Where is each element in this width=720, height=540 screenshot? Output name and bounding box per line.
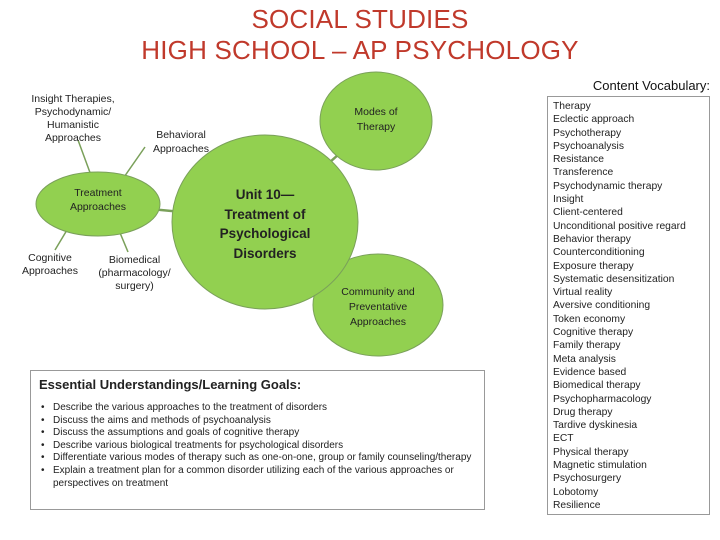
goal-item: • Describe the various approaches to the treatment of disorders bbox=[53, 402, 476, 415]
goal-item: • Differentiate various modes of therapy such as one-on-one, group or family counseling/therapy bbox=[53, 452, 476, 465]
vocabulary-term: Unconditional positive regard bbox=[553, 220, 686, 232]
vocabulary-term: Cognitive therapy bbox=[553, 327, 634, 339]
goal-item: • Explain a treatment plan for a common disorder utilizing each of the various approaches or perspectives on treatment bbox=[53, 465, 476, 490]
vocabulary-term: Token economy bbox=[553, 313, 626, 325]
vocabulary-term: Therapy bbox=[553, 101, 591, 112]
modes-of-therapy-label: Modes of Therapy bbox=[354, 106, 398, 133]
vocabulary-term: Client-centered bbox=[553, 207, 623, 219]
vocabulary-list bbox=[553, 100, 704, 512]
vocabulary-term: Aversive conditioning bbox=[553, 300, 651, 312]
vocabulary-term: Psychotherapy bbox=[553, 127, 622, 139]
vocabulary-term: Lobotomy bbox=[553, 486, 599, 498]
goal-item: • Describe various biological treatments for psychological disorders bbox=[53, 440, 476, 453]
insight-therapies-label: Insight Therapies, Psychodynamic/ Humanistic Approaches bbox=[31, 93, 115, 144]
learning-goals-box bbox=[30, 370, 485, 510]
cognitive-approaches-label: Cognitive Approaches bbox=[21, 252, 79, 277]
vocabulary-box bbox=[547, 96, 710, 515]
vocabulary-term: Psychosurgery bbox=[553, 473, 622, 485]
vocabulary-term: Virtual reality bbox=[553, 287, 613, 299]
goal-item: • Discuss the assumptions and goals of cognitive therapy bbox=[53, 427, 476, 440]
vocabulary-term: Systematic desensitization bbox=[553, 273, 675, 285]
vocabulary-term: Magnetic stimulation bbox=[553, 460, 647, 472]
vocabulary-term: Physical therapy bbox=[553, 446, 629, 458]
vocabulary-term: Exposure therapy bbox=[553, 260, 634, 272]
vocabulary-term: Resilience bbox=[553, 499, 601, 511]
vocabulary-term: Drug therapy bbox=[553, 406, 613, 418]
vocabulary-term: ECT bbox=[553, 433, 574, 445]
learning-goals-heading: Essential Understandings/Learning Goals: bbox=[39, 377, 302, 392]
vocabulary-term: Biomedical therapy bbox=[553, 380, 641, 392]
vocabulary-term: Tardive dyskinesia bbox=[553, 420, 638, 432]
vocabulary-term: Psychopharmacology bbox=[553, 393, 652, 405]
vocabulary-term: Evidence based bbox=[553, 366, 627, 378]
behavioral-approaches-label: Behavioral Approaches bbox=[152, 129, 210, 155]
title-line-1: SOCIAL STUDIES bbox=[251, 4, 469, 34]
vocabulary-term: Eclectic approach bbox=[553, 114, 635, 126]
title-line-2: HIGH SCHOOL – AP PSYCHOLOGY bbox=[141, 35, 579, 65]
vocabulary-term: Family therapy bbox=[553, 340, 621, 352]
center-label: Unit 10— Treatment of Psychological Disorders bbox=[219, 187, 311, 261]
treatment-approaches-label: Treatment Approaches bbox=[69, 187, 127, 213]
vocabulary-term: Behavior therapy bbox=[553, 233, 631, 245]
biomedical-label: Biomedical (pharmacology/ surgery) bbox=[98, 254, 171, 292]
vocabulary-term: Insight bbox=[553, 194, 584, 206]
vocabulary-term: Transference bbox=[553, 167, 614, 179]
learning-goals-list bbox=[39, 402, 476, 490]
vocabulary-term: Psychoanalysis bbox=[553, 140, 624, 152]
vocabulary-term: Psychodynamic therapy bbox=[553, 180, 663, 192]
vocabulary-term: Meta analysis bbox=[553, 353, 616, 365]
community-preventative-label: Community and Preventative Approaches bbox=[341, 286, 415, 328]
goal-item: • Discuss the aims and methods of psychoanalysis bbox=[53, 415, 476, 428]
vocabulary-term: Resistance bbox=[553, 154, 604, 166]
vocabulary-heading: Content Vocabulary: bbox=[592, 78, 710, 93]
vocabulary-term: Counterconditioning bbox=[553, 247, 645, 259]
